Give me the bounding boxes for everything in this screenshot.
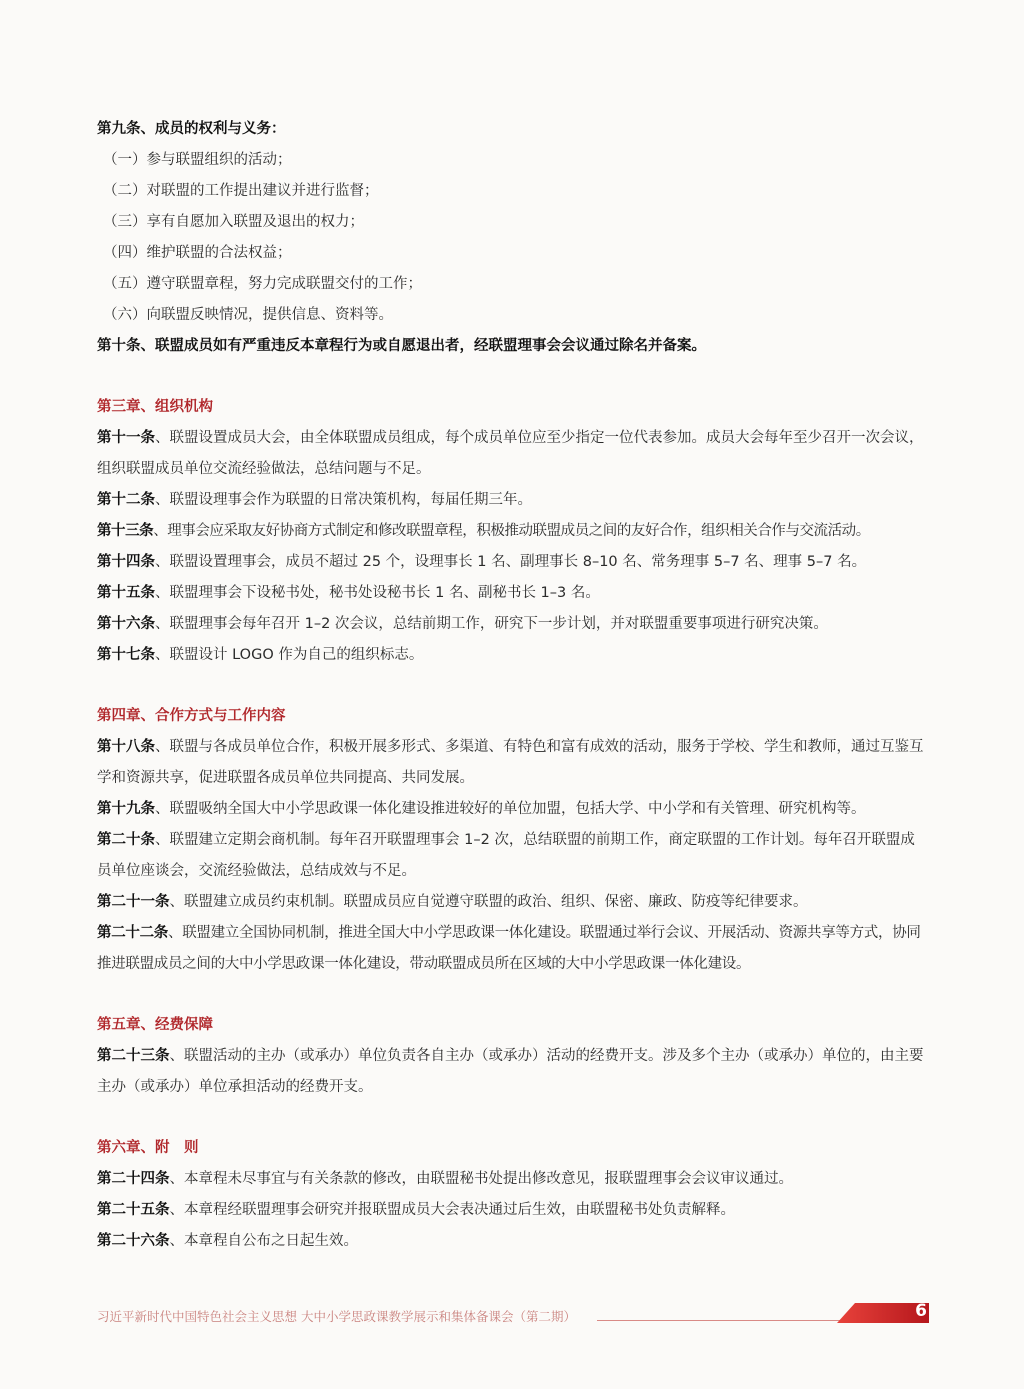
- article-10: 第十条、联盟成员如有严重违反本章程行为或自愿退出者，经联盟理事会会议通过除名并备案。: [97, 338, 706, 354]
- article-18: 第十八条、联盟与各成员单位合作，积极开展多形式、多渠道、有特色和富有成效的活动，服务于学校、学生和教师，通过互鉴互学和资源共享，促进联盟各成员单位共同提高、共同发展。: [97, 739, 924, 786]
- document-body: [97, 114, 929, 1257]
- article-14: 第十四条、联盟设置理事会，成员不超过 25 个，设理事长 1 名、副理事长 8–10 名、常务理事 5–7 名、理事 5–7 名。: [97, 554, 867, 570]
- article-21: 第二十一条、联盟建立成员约束机制。联盟成员应自觉遵守联盟的政治、组织、保密、廉政、防疫等纪律要求。: [97, 894, 808, 910]
- article-9-item-5: （五）遵守联盟章程，努力完成联盟交付的工作；: [103, 276, 422, 292]
- page-number: 6: [915, 1301, 927, 1321]
- article-9-item-4: （四）维护联盟的合法权益；: [103, 245, 292, 261]
- article-15: 第十五条、联盟理事会下设秘书处，秘书处设秘书长 1 名、副秘书长 1–3 名。: [97, 585, 600, 601]
- article-24: 第二十四条、本章程未尽事宜与有关条款的修改，由联盟秘书处提出修改意见，报联盟理事会会议审议通过。: [97, 1171, 793, 1187]
- article-12: 第十二条、联盟设理事会作为联盟的日常决策机构，每届任期三年。: [97, 492, 532, 508]
- footer-title: 习近平新时代中国特色社会主义思想 大中小学思政课教学展示和集体备课会（第二期）: [97, 1309, 576, 1324]
- article-20: 第二十条、联盟建立定期会商机制。每年召开联盟理事会 1–2 次，总结联盟的前期工作，商定联盟的工作计划。每年召开联盟成员单位座谈会，交流经验做法，总结成效与不足。: [97, 832, 915, 879]
- article-11: 第十一条、联盟设置成员大会，由全体联盟成员组成，每个成员单位应至少指定一位代表参加。成员大会每年至少召开一次会议，组织联盟成员单位交流经验做法，总结问题与不足。: [97, 430, 924, 477]
- page-footer: [97, 1303, 929, 1331]
- footer-rule: [597, 1320, 869, 1321]
- article-25: 第二十五条、本章程经联盟理事会研究并报联盟成员大会表决通过后生效，由联盟秘书处负责解释。: [97, 1202, 735, 1218]
- article-17: 第十七条、联盟设计 LOGO 作为自己的组织标志。: [97, 647, 424, 663]
- article-9-item-3: （三）享有自愿加入联盟及退出的权力；: [103, 214, 364, 230]
- article-26: 第二十六条、本章程自公布之日起生效。: [97, 1233, 358, 1249]
- article-9-item-1: （一）参与联盟组织的活动；: [103, 152, 292, 168]
- article-19: 第十九条、联盟吸纳全国大中小学思政课一体化建设推进较好的单位加盟，包括大学、中小学和有关管理、研究机构等。: [97, 801, 866, 817]
- article-23: 第二十三条、联盟活动的主办（或承办）单位负责各自主办（或承办）活动的经费开支。涉及多个主办（或承办）单位的，由主要主办（或承办）单位承担活动的经费开支。: [97, 1048, 924, 1095]
- article-13: 第十三条、理事会应采取友好协商方式制定和修改联盟章程，积极推动联盟成员之间的友好合作，组织相关合作与交流活动。: [97, 523, 870, 539]
- article-9-item-6: （六）向联盟反映情况，提供信息、资料等。: [103, 307, 393, 323]
- article-9-title: 第九条、成员的权利与义务：: [97, 121, 286, 137]
- article-16: 第十六条、联盟理事会每年召开 1–2 次会议，总结前期工作，研究下一步计划，并对联盟重要事项进行研究决策。: [97, 616, 828, 632]
- article-9-item-2: （二）对联盟的工作提出建议并进行监督；: [103, 183, 379, 199]
- chapter-3-title: 第三章、组织机构: [97, 399, 213, 415]
- article-22: 第二十二条、联盟建立全国协同机制，推进全国大中小学思政课一体化建设。联盟通过举行会议、开展活动、资源共享等方式，协同推进联盟成员之间的大中小学思政课一体化建设，带动联盟成员所在区域的大中小学思政课一体化建设。: [97, 925, 921, 972]
- chapter-4-title: 第四章、合作方式与工作内容: [97, 708, 286, 724]
- chapter-6-title: 第六章、附 则: [97, 1140, 199, 1156]
- chapter-5-title: 第五章、经费保障: [97, 1017, 213, 1033]
